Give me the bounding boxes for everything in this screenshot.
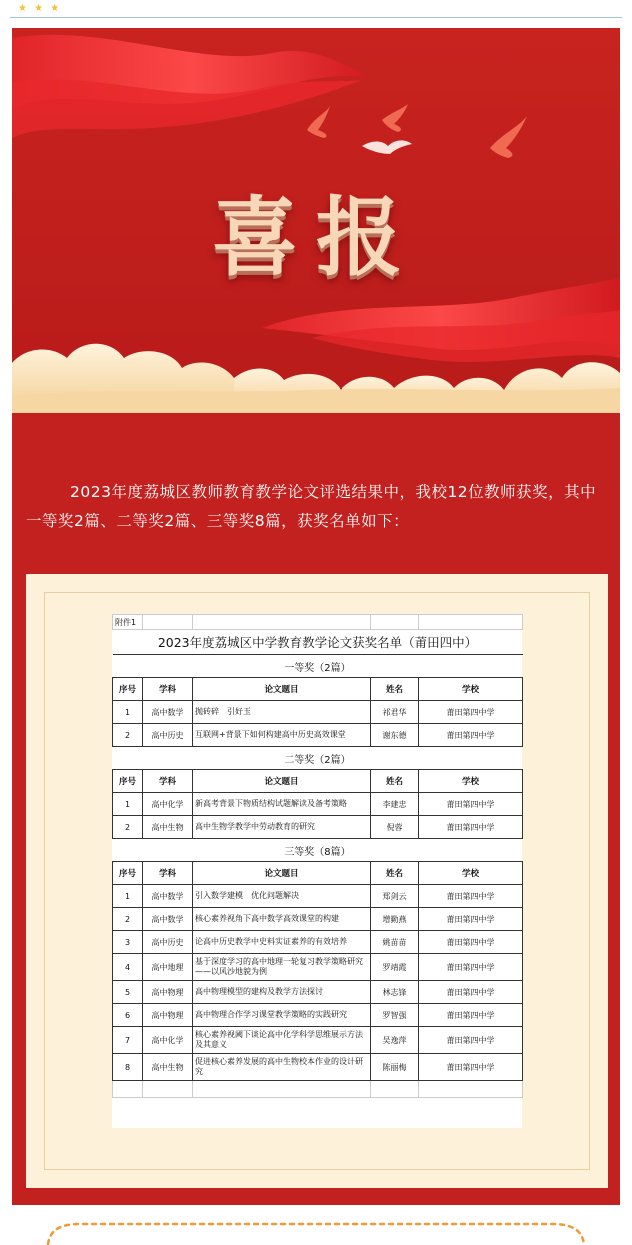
table-cell: 姚苗苗	[371, 931, 419, 954]
intro-paragraph: 2023年度荔城区教师教育教学论文评选结果中，我校12位教师获奖，其中一等奖2篇、二等奖2篇、三等奖8篇，获奖名单如下：	[26, 483, 597, 530]
table-cell: 莆田第四中学	[419, 816, 523, 839]
table-cell: 莆田第四中学	[419, 701, 523, 724]
table-cell: 高中生物	[143, 816, 193, 839]
column-header: 姓名	[371, 862, 419, 885]
table-cell: 莆田第四中学	[419, 954, 523, 981]
table-cell: 李建忠	[371, 793, 419, 816]
poster	[12, 28, 620, 1205]
table-cell: 6	[113, 1004, 143, 1027]
column-header-row	[113, 678, 523, 701]
banner	[12, 28, 620, 413]
table-cell: 祁君华	[371, 701, 419, 724]
section-header	[113, 655, 523, 678]
table-row	[113, 1027, 523, 1054]
table-row	[113, 981, 523, 1004]
table-cell: 促进核心素养发展的高中生物校本作业的设计研究	[193, 1054, 371, 1081]
table-cell: 莆田第四中学	[419, 724, 523, 747]
table-cell: 高中化学	[143, 1027, 193, 1054]
table-cell: 高中化学	[143, 793, 193, 816]
table-cell: 7	[113, 1027, 143, 1054]
table-cell: 莆田第四中学	[419, 1054, 523, 1081]
table-cell: 莆田第四中学	[419, 908, 523, 931]
table-cell: 增勤燕	[371, 908, 419, 931]
sheet-title: 2023年度荔城区中学教育教学论文获奖名单（莆田四中）	[157, 635, 478, 650]
column-header: 论文题目	[193, 678, 371, 701]
table-cell: 8	[113, 1054, 143, 1081]
banner-title: 喜报	[212, 188, 420, 288]
table-cell: 莆田第四中学	[419, 1027, 523, 1054]
section-header	[113, 839, 523, 862]
table-cell: 新高考背景下物质结构试题解读及备考策略	[193, 793, 371, 816]
table-row	[113, 724, 523, 747]
table-cell: 基于深度学习的高中地理一轮复习教学策略研究——以风沙地貌为例	[193, 954, 371, 981]
table-cell: 莆田第四中学	[419, 931, 523, 954]
table-cell: 高中物理	[143, 981, 193, 1004]
table-cell: 1	[113, 793, 143, 816]
top-bar	[0, 0, 632, 22]
table-cell: 高中历史	[143, 931, 193, 954]
table-cell: 1	[113, 701, 143, 724]
table-row	[113, 701, 523, 724]
table-row	[113, 816, 523, 839]
table-row	[113, 1004, 523, 1027]
column-header: 论文题目	[193, 770, 371, 793]
table-cell: 高中数学	[143, 701, 193, 724]
table-cell: 陈丽梅	[371, 1054, 419, 1081]
column-header: 学校	[419, 770, 523, 793]
blank-row	[113, 1081, 523, 1098]
table-cell: 林志锋	[371, 981, 419, 1004]
column-header: 序号	[113, 678, 143, 701]
table-cell: 3	[113, 931, 143, 954]
table-cell: 高中物理模型的建构及教学方法探讨	[193, 981, 371, 1004]
table-cell: 罗智强	[371, 1004, 419, 1027]
column-header: 学科	[143, 678, 193, 701]
list-card	[26, 574, 608, 1188]
appendix-label: 附件1	[113, 615, 143, 630]
table-cell: 吴逸萍	[371, 1027, 419, 1054]
table-row	[113, 1054, 523, 1081]
section-title: 一等奖（2篇）	[113, 655, 523, 678]
table-cell: 论高中历史教学中史料实证素养的有效培养	[193, 931, 371, 954]
table-cell: 2	[113, 724, 143, 747]
table-cell: 2	[113, 908, 143, 931]
table-cell: 高中数学	[143, 885, 193, 908]
column-header: 学校	[419, 678, 523, 701]
table-cell: 高中生物	[143, 1054, 193, 1081]
sheet-title-row	[113, 630, 523, 655]
table-cell: 高中数学	[143, 908, 193, 931]
table-row	[113, 793, 523, 816]
table-cell: 倪蓉	[371, 816, 419, 839]
section-title: 三等奖（8篇）	[113, 839, 523, 862]
column-header: 学科	[143, 862, 193, 885]
table-cell: 莆田第四中学	[419, 1004, 523, 1027]
table-cell: 莆田第四中学	[419, 793, 523, 816]
column-header: 姓名	[371, 770, 419, 793]
stars-decoration: ★ ★ ★	[18, 3, 62, 14]
table-row	[113, 885, 523, 908]
table-row	[113, 954, 523, 981]
column-header: 序号	[113, 862, 143, 885]
section-header	[113, 747, 523, 770]
table-cell: 核心素养视阈下谈论高中化学科学思维展示方法及其意义	[193, 1027, 371, 1054]
table-cell: 罗靖霞	[371, 954, 419, 981]
table-cell: 引入数学建模 优化问题解决	[193, 885, 371, 908]
column-header: 论文题目	[193, 862, 371, 885]
table-row	[113, 908, 523, 931]
award-table	[112, 614, 523, 1098]
column-header-row	[113, 862, 523, 885]
table-row	[113, 931, 523, 954]
table-cell: 高中生物学教学中劳动教育的研究	[193, 816, 371, 839]
table-cell: 谢东德	[371, 724, 419, 747]
table-cell: 高中物理	[143, 1004, 193, 1027]
table-cell: 莆田第四中学	[419, 981, 523, 1004]
table-cell: 4	[113, 954, 143, 981]
table-cell: 莆田第四中学	[419, 885, 523, 908]
table-cell: 5	[113, 981, 143, 1004]
appendix-row	[113, 615, 523, 630]
table-cell: 高中物理合作学习课堂教学策略的实践研究	[193, 1004, 371, 1027]
table-cell: 互联网+背景下如何构建高中历史高效课堂	[193, 724, 371, 747]
table-cell: 抛砖碎 引好玉	[193, 701, 371, 724]
column-header: 序号	[113, 770, 143, 793]
column-header: 学科	[143, 770, 193, 793]
table-cell: 核心素养视角下高中数学高效课堂的构建	[193, 908, 371, 931]
column-header: 姓名	[371, 678, 419, 701]
table-cell: 郑剑云	[371, 885, 419, 908]
bottom-dotted-frame	[0, 1212, 632, 1245]
table-cell: 高中地理	[143, 954, 193, 981]
table-cell: 1	[113, 885, 143, 908]
table-cell: 2	[113, 816, 143, 839]
column-header: 学校	[419, 862, 523, 885]
column-header-row	[113, 770, 523, 793]
top-divider	[10, 17, 622, 18]
award-sheet	[112, 614, 522, 1128]
section-title: 二等奖（2篇）	[113, 747, 523, 770]
table-cell: 高中历史	[143, 724, 193, 747]
